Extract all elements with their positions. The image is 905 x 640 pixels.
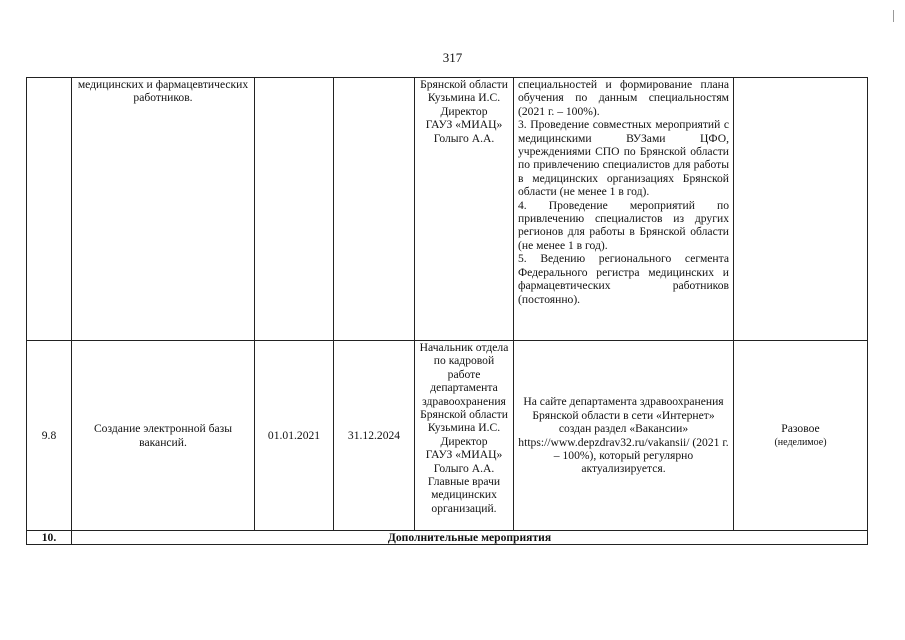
cell-type — [734, 78, 868, 341]
cell-responsible — [415, 78, 514, 341]
responsible-line: ГАУЗ «МИАЦ» — [425, 448, 503, 462]
responsible-line: здравоохранения — [422, 394, 506, 408]
cell-end-date: 31.12.2024 — [334, 341, 415, 531]
cell-event-name: Создание электронной базы вакансий. — [72, 341, 255, 531]
responsible-line: Директор — [440, 434, 488, 448]
responsible-line: Кузьмина И.С. — [427, 91, 501, 105]
cell-end-date — [334, 78, 415, 341]
cell-number — [27, 78, 72, 341]
table-row-9-8 — [27, 341, 868, 531]
cell-result: На сайте департамента здравоохранения Брянской области в сети «Интернет» создан раздел «Вакансии» https://www.depzdrav32.ru/vakansii/ (2021 г. – 100%), который регулярно актуализируется. — [514, 341, 734, 531]
cell-start-date: 01.01.2021 — [255, 341, 334, 531]
scan-edge-mark — [893, 10, 894, 22]
cell-event-name: медицинских и фармацевтических работников. — [72, 78, 255, 341]
responsible-line: Голыго А.А. — [433, 131, 495, 145]
table-row-continuation — [27, 78, 868, 341]
responsible-line: ГАУЗ «МИАЦ» — [425, 118, 503, 132]
type-note: (неделимое) — [774, 436, 827, 448]
result-paragraph: 4. Проведение мероприятий по привлечению специалистов из других регионов для работы в Брянской области (не менее 1 в год). — [518, 198, 729, 252]
cell-section-title: Дополнительные мероприятия — [72, 531, 868, 545]
responsible-line: Голыго А.А. — [433, 461, 495, 475]
responsible-line: по кадровой — [433, 354, 495, 368]
cell-section-number: 10. — [27, 531, 72, 545]
responsible-line: работе — [447, 367, 481, 381]
responsible-line: Начальник отдела — [419, 341, 509, 354]
cell-type — [734, 341, 868, 531]
responsible-line: Главные врачи — [427, 475, 501, 489]
result-paragraph: 5. Ведению регионального сегмента Федерального регистра медицинских и фармацевтических работников (постоянно). — [518, 252, 729, 306]
events-table — [26, 77, 868, 545]
result-paragraph: 3. Проведение совместных мероприятий с медицинскими ВУЗами ЦФО, учреждениями СПО по Брянской области по привлечению специалистов для работы в медицинских организациях Брянской области (не менее 1 в год). — [518, 118, 729, 199]
responsible-line: медицинских — [431, 488, 497, 502]
responsible-line: Брянской области — [420, 408, 508, 422]
cell-start-date — [255, 78, 334, 341]
cell-result — [514, 78, 734, 341]
responsible-line: Брянской области — [420, 78, 508, 91]
cell-responsible — [415, 341, 514, 531]
type-label: Разовое — [781, 422, 820, 436]
table-row-10 — [27, 531, 868, 545]
responsible-line: Кузьмина И.С. — [427, 421, 501, 435]
cell-number: 9.8 — [27, 341, 72, 531]
responsible-line: организаций. — [431, 501, 497, 515]
page-number: 317 — [442, 50, 463, 65]
responsible-line: Директор — [440, 104, 488, 118]
result-paragraph: специальностей и формирование плана обучения по данным специальностям (2021 г. – 100%). — [518, 78, 729, 118]
responsible-line: департамента — [430, 381, 498, 395]
